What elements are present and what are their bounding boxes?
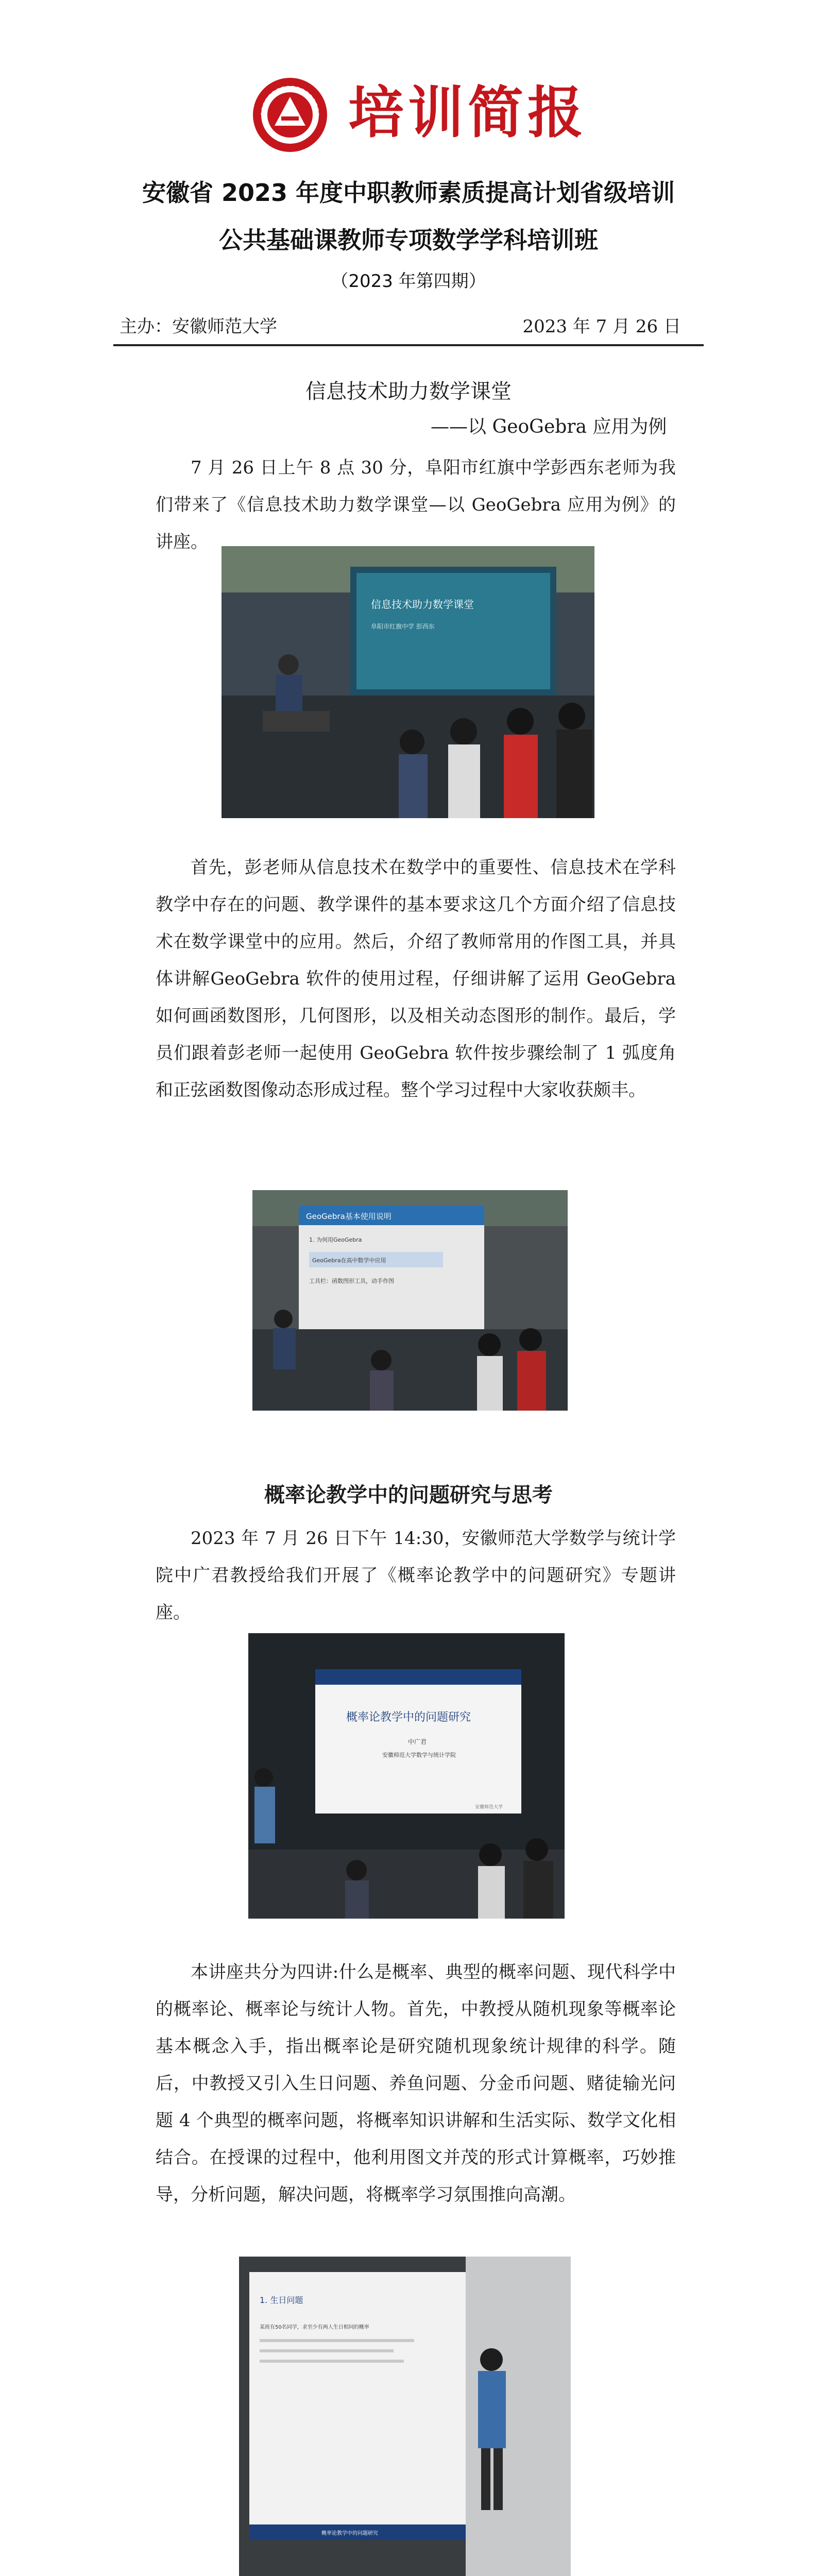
lecture-photo-1 bbox=[222, 546, 594, 818]
section2-title: 概率论教学中的问题研究与思考 bbox=[264, 1483, 553, 1507]
slide-title: 信息技术助力数学课堂 bbox=[371, 598, 474, 611]
slide4-title: 1. 生日问题 bbox=[260, 2295, 303, 2305]
issue-number: （2023 年第四期） bbox=[331, 271, 486, 292]
slide2-title: GeoGebra基本使用说明 bbox=[306, 1212, 392, 1221]
lecture-photo-3 bbox=[248, 1633, 565, 1919]
slide3-org: 安徽师范大学数学与统计学院 bbox=[382, 1752, 456, 1758]
section2-intro: 2023 年 7 月 26 日下午 14:30，安徽师范大学数学与统计学院中广君教授给我们开展了《概率论教学中的问题研究》专题讲座。 bbox=[156, 1528, 676, 1623]
slide4-footer: 概率论教学中的问题研究 bbox=[321, 2531, 378, 2536]
organizer: 主办：安徽师范大学 bbox=[120, 316, 277, 337]
section1-intro: 7 月 26 日上午 8 点 30 分，阜阳市红旗中学彭西东老师为我们带来了《信息技术助力数学课堂—以 GeoGebra 应用为例》的讲座。 bbox=[156, 457, 676, 552]
slide4-line: 某班有50名同学，求至少有两人生日相同的概率 bbox=[260, 2325, 369, 2330]
slide3-author: 中广君 bbox=[408, 1738, 427, 1745]
section1-subtitle: ——以 GeoGebra 应用为例 bbox=[431, 416, 667, 437]
slide2-item-3: 工具栏：函数图形工具，动手作图 bbox=[309, 1278, 394, 1284]
slide2-item-1: 1. 为何用GeoGebra bbox=[309, 1236, 362, 1243]
section2-body-1: 本讲座共分为四讲:什么是概率、典型的概率问题、现代科学中的概率论、概率论与统计人物。首先，中教授从随机现象等概率论基本概念入手，指出概率论是研究随机现象统计规律的科学。随后，中教授又引入生日问题、养鱼问题、分金币问题、赌徒输光问题 4 个典型的概率问题，将概率知识讲解和生活实际、数学文化相结合。在授课的过程中，他利用图文并茂的形式计算概率，巧妙推导，分析问题，解决问题，将概率学习氛围推向高潮。 bbox=[156, 1962, 676, 2205]
section1-body: 首先，彭老师从信息技术在数学中的重要性、信息技术在学科教学中存在的问题、教学课件的基本要求这几个方面介绍了信息技术在数学课堂中的应用。然后，介绍了教师常用的作图工具，并具体讲解GeoGebra 软件的使用过程，仔细讲解了运用 GeoGebra 如何画函数图形，几何图形，以及相关动态图形的制作。最后，学员们跟着彭老师一起使用 GeoGebra 软件按步骤绘制了 1 弧度角和正弦函数图像动态形成过程。整个学习过程中大家收获颇丰。 bbox=[156, 857, 676, 1100]
section1-title: 信息技术助力数学课堂 bbox=[305, 380, 512, 403]
lecture-photo-2 bbox=[252, 1190, 568, 1411]
brand-title: 培训简报 bbox=[348, 81, 588, 145]
issue-date: 2023 年 7 月 26 日 bbox=[522, 316, 681, 337]
slide-subtitle: 阜阳市红旗中学 彭西东 bbox=[371, 623, 435, 630]
headline-class: 公共基础课教师专项数学学科培训班 bbox=[219, 226, 598, 254]
headline-program: 安徽省 2023 年度中职教师素质提高计划省级培训 bbox=[142, 179, 675, 207]
slide3-title: 概率论教学中的问题研究 bbox=[346, 1711, 471, 1724]
slide3-footer: 安徽师范大学 bbox=[475, 1805, 503, 1810]
slide2-item-2: GeoGebra在高中数学中应用 bbox=[312, 1257, 386, 1264]
lecture-photo-4 bbox=[239, 2257, 571, 2576]
header-divider bbox=[113, 344, 704, 346]
anhui-normal-university-logo bbox=[251, 76, 329, 154]
